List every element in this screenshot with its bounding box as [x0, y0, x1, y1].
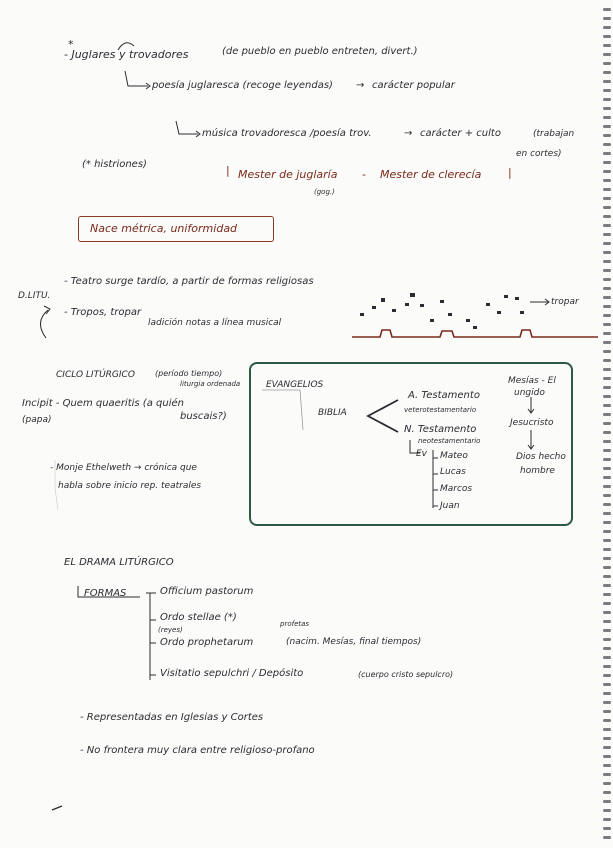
spiral-ring — [603, 35, 611, 38]
spiral-ring — [603, 89, 611, 92]
mester-juglaria: Mester de juglaría — [238, 168, 338, 181]
spiral-ring — [603, 746, 611, 749]
spiral-ring — [603, 827, 611, 830]
spiral-ring — [603, 134, 611, 137]
spiral-ring — [603, 440, 611, 443]
drama-liturgico-heading: EL DRAMA LITÚRGICO — [64, 557, 174, 568]
spiral-ring — [603, 575, 611, 578]
spiral-ring — [603, 593, 611, 596]
antiguo-testamento: A. Testamento — [408, 390, 480, 401]
spiral-ring — [603, 71, 611, 74]
spiral-ring — [603, 521, 611, 524]
representadas-line: - Representadas en Iglesias y Cortes — [80, 712, 264, 723]
spiral-ring — [603, 701, 611, 704]
jesucristo: Jesucristo — [510, 418, 554, 428]
formas-label: FORMAS — [84, 588, 127, 599]
juglares-note: (de pueblo en pueblo entreten, divert.) — [222, 46, 418, 57]
forma-visitatio: Visitatio sepulchri / Depósito — [160, 668, 304, 679]
spiral-ring — [603, 782, 611, 785]
spiral-ring — [603, 368, 611, 371]
ungido: ungido — [514, 388, 545, 398]
spiral-ring — [603, 476, 611, 479]
star-mark: * — [68, 38, 74, 51]
antiguo-sub: veterotestamentario — [404, 406, 477, 414]
spiral-ring — [603, 431, 611, 434]
spiral-ring — [603, 620, 611, 623]
dlitu-label: D.LITU. — [18, 291, 51, 301]
spiral-ring — [603, 467, 611, 470]
spiral-ring — [603, 197, 611, 200]
spiral-ring — [603, 341, 611, 344]
spiral-ring — [603, 44, 611, 47]
nacim-note: (nacim. Mesías, final tiempos) — [286, 637, 422, 647]
spiral-ring — [603, 206, 611, 209]
spiral-ring — [603, 629, 611, 632]
spiral-ring — [603, 125, 611, 128]
spiral-ring — [603, 539, 611, 542]
papa-note: (papa) — [22, 415, 52, 425]
spiral-ring — [603, 170, 611, 173]
spiral-ring — [603, 8, 611, 11]
juglares-line: - Juglares y trovadores — [64, 48, 189, 61]
spiral-ring — [603, 314, 611, 317]
spiral-ring — [603, 161, 611, 164]
arrow-text: → — [356, 80, 365, 91]
spiral-ring — [603, 728, 611, 731]
cuerpo-note: (cuerpo cristo sepulcro) — [358, 670, 454, 679]
trabajan-note: (trabajan — [533, 129, 575, 139]
spiral-ring — [603, 656, 611, 659]
ciclo-liturgico: CICLO LITÚRGICO — [56, 370, 135, 380]
tropos-sub: ladición notas a línea musical — [148, 318, 282, 328]
spiral-ring — [603, 98, 611, 101]
biblia-label: BIBLIA — [318, 408, 347, 418]
spiral-ring — [603, 530, 611, 533]
spiral-ring — [603, 80, 611, 83]
monje-line2: habla sobre inicio rep. teatrales — [58, 481, 202, 491]
mester-clerecia: Mester de clerecía — [380, 168, 482, 181]
spiral-ring — [603, 17, 611, 20]
teatro-line: - Teatro surge tardío, a partir de formas religiosas — [64, 276, 314, 287]
hombre: hombre — [520, 466, 555, 476]
spiral-ring — [603, 485, 611, 488]
nuevo-sub: neotestamentario — [418, 437, 481, 445]
spiral-ring — [603, 215, 611, 218]
spiral-ring — [603, 26, 611, 29]
spiral-ring — [603, 836, 611, 839]
spiral-ring — [603, 764, 611, 767]
spiral-ring — [603, 791, 611, 794]
spiral-ring — [603, 566, 611, 569]
spiral-ring — [603, 152, 611, 155]
spiral-binding — [601, 0, 613, 848]
en-cortes-note: en cortes) — [516, 149, 562, 159]
spiral-ring — [603, 692, 611, 695]
ciclo-note: (período tiempo) — [155, 369, 223, 378]
mester-sub: (gog.) — [314, 188, 335, 196]
spiral-ring — [603, 260, 611, 263]
spiral-ring — [603, 683, 611, 686]
ciclo-note2: liturgia ordenada — [180, 380, 241, 388]
spiral-ring — [603, 350, 611, 353]
spiral-ring — [603, 512, 611, 515]
spiral-ring — [603, 647, 611, 650]
spiral-ring — [603, 458, 611, 461]
spiral-ring — [603, 494, 611, 497]
spiral-ring — [603, 395, 611, 398]
mesias: Mesías - El — [508, 376, 556, 386]
spiral-ring — [603, 53, 611, 56]
mateo: Mateo — [440, 451, 468, 461]
histriones-note: (* histriones) — [82, 159, 147, 170]
spiral-ring — [603, 719, 611, 722]
spiral-ring — [603, 800, 611, 803]
dios-hecho: Dios hecho — [516, 452, 566, 462]
spiral-ring — [603, 179, 611, 182]
spiral-ring — [603, 62, 611, 65]
spiral-ring — [603, 773, 611, 776]
spiral-ring — [603, 377, 611, 380]
spiral-ring — [603, 116, 611, 119]
spiral-ring — [603, 278, 611, 281]
spiral-ring — [603, 674, 611, 677]
spiral-ring — [603, 737, 611, 740]
spiral-ring — [603, 602, 611, 605]
spiral-ring — [603, 557, 611, 560]
profetas-note: profetas — [280, 620, 310, 628]
spiral-ring — [603, 305, 611, 308]
spiral-ring — [603, 323, 611, 326]
spiral-ring — [603, 710, 611, 713]
marcos: Marcos — [440, 484, 473, 494]
lucas: Lucas — [440, 467, 466, 477]
ev-label: Ev — [416, 449, 428, 459]
spiral-ring — [603, 296, 611, 299]
spiral-ring — [603, 251, 611, 254]
bar-left: | — [226, 164, 230, 177]
nace-metrica: Nace métrica, uniformidad — [90, 222, 238, 235]
spiral-ring — [603, 809, 611, 812]
spiral-ring — [603, 107, 611, 110]
forma-officium: Officium pastorum — [160, 586, 254, 597]
juan: Juan — [440, 501, 460, 511]
bar-right: | — [508, 166, 512, 179]
spiral-ring — [603, 638, 611, 641]
spiral-ring — [603, 143, 611, 146]
forma-ordo-prophetarum: Ordo prophetarum — [160, 637, 254, 648]
spiral-ring — [603, 242, 611, 245]
spiral-ring — [603, 233, 611, 236]
spiral-ring — [603, 584, 611, 587]
incipit-line: Incipit - Quem quaeritis (a quién — [22, 398, 184, 409]
spiral-ring — [603, 818, 611, 821]
spiral-ring — [603, 359, 611, 362]
buscais: buscais?) — [180, 411, 227, 422]
poesia-juglaresca: poesía juglaresca (recoge leyendas) — [152, 80, 333, 91]
spiral-ring — [603, 386, 611, 389]
forma-ordo-stellae: Ordo stellae (*) — [160, 612, 237, 623]
nuevo-testamento: N. Testamento — [404, 424, 477, 435]
musica-trovadoresca: música trovadoresca /poesía trov. — [202, 128, 372, 139]
spiral-ring — [603, 503, 611, 506]
spiral-ring — [603, 665, 611, 668]
monje-line: - Monje Ethelweth → crónica que — [50, 463, 197, 473]
mester-dash: - — [362, 168, 366, 181]
spiral-ring — [603, 755, 611, 758]
spiral-ring — [603, 449, 611, 452]
spiral-ring — [603, 422, 611, 425]
spiral-ring — [603, 413, 611, 416]
frontera-line: - No frontera muy clara entre religioso-profano — [80, 745, 315, 756]
caracter-culto: carácter + culto — [420, 128, 501, 139]
tropos-line: - Tropos, tropar — [64, 307, 142, 318]
spiral-ring — [603, 332, 611, 335]
tropar-label: tropar — [551, 297, 579, 307]
spiral-ring — [603, 224, 611, 227]
spiral-ring — [603, 269, 611, 272]
spiral-ring — [603, 188, 611, 191]
caracter-popular: carácter popular — [372, 80, 455, 91]
spiral-ring — [603, 404, 611, 407]
spiral-ring — [603, 548, 611, 551]
evangelios-title: EVANGELIOS — [266, 380, 324, 390]
spiral-ring — [603, 611, 611, 614]
spiral-ring — [603, 287, 611, 290]
forma-reyes: (reyes) — [158, 626, 183, 634]
arrow-text: → — [404, 128, 413, 139]
